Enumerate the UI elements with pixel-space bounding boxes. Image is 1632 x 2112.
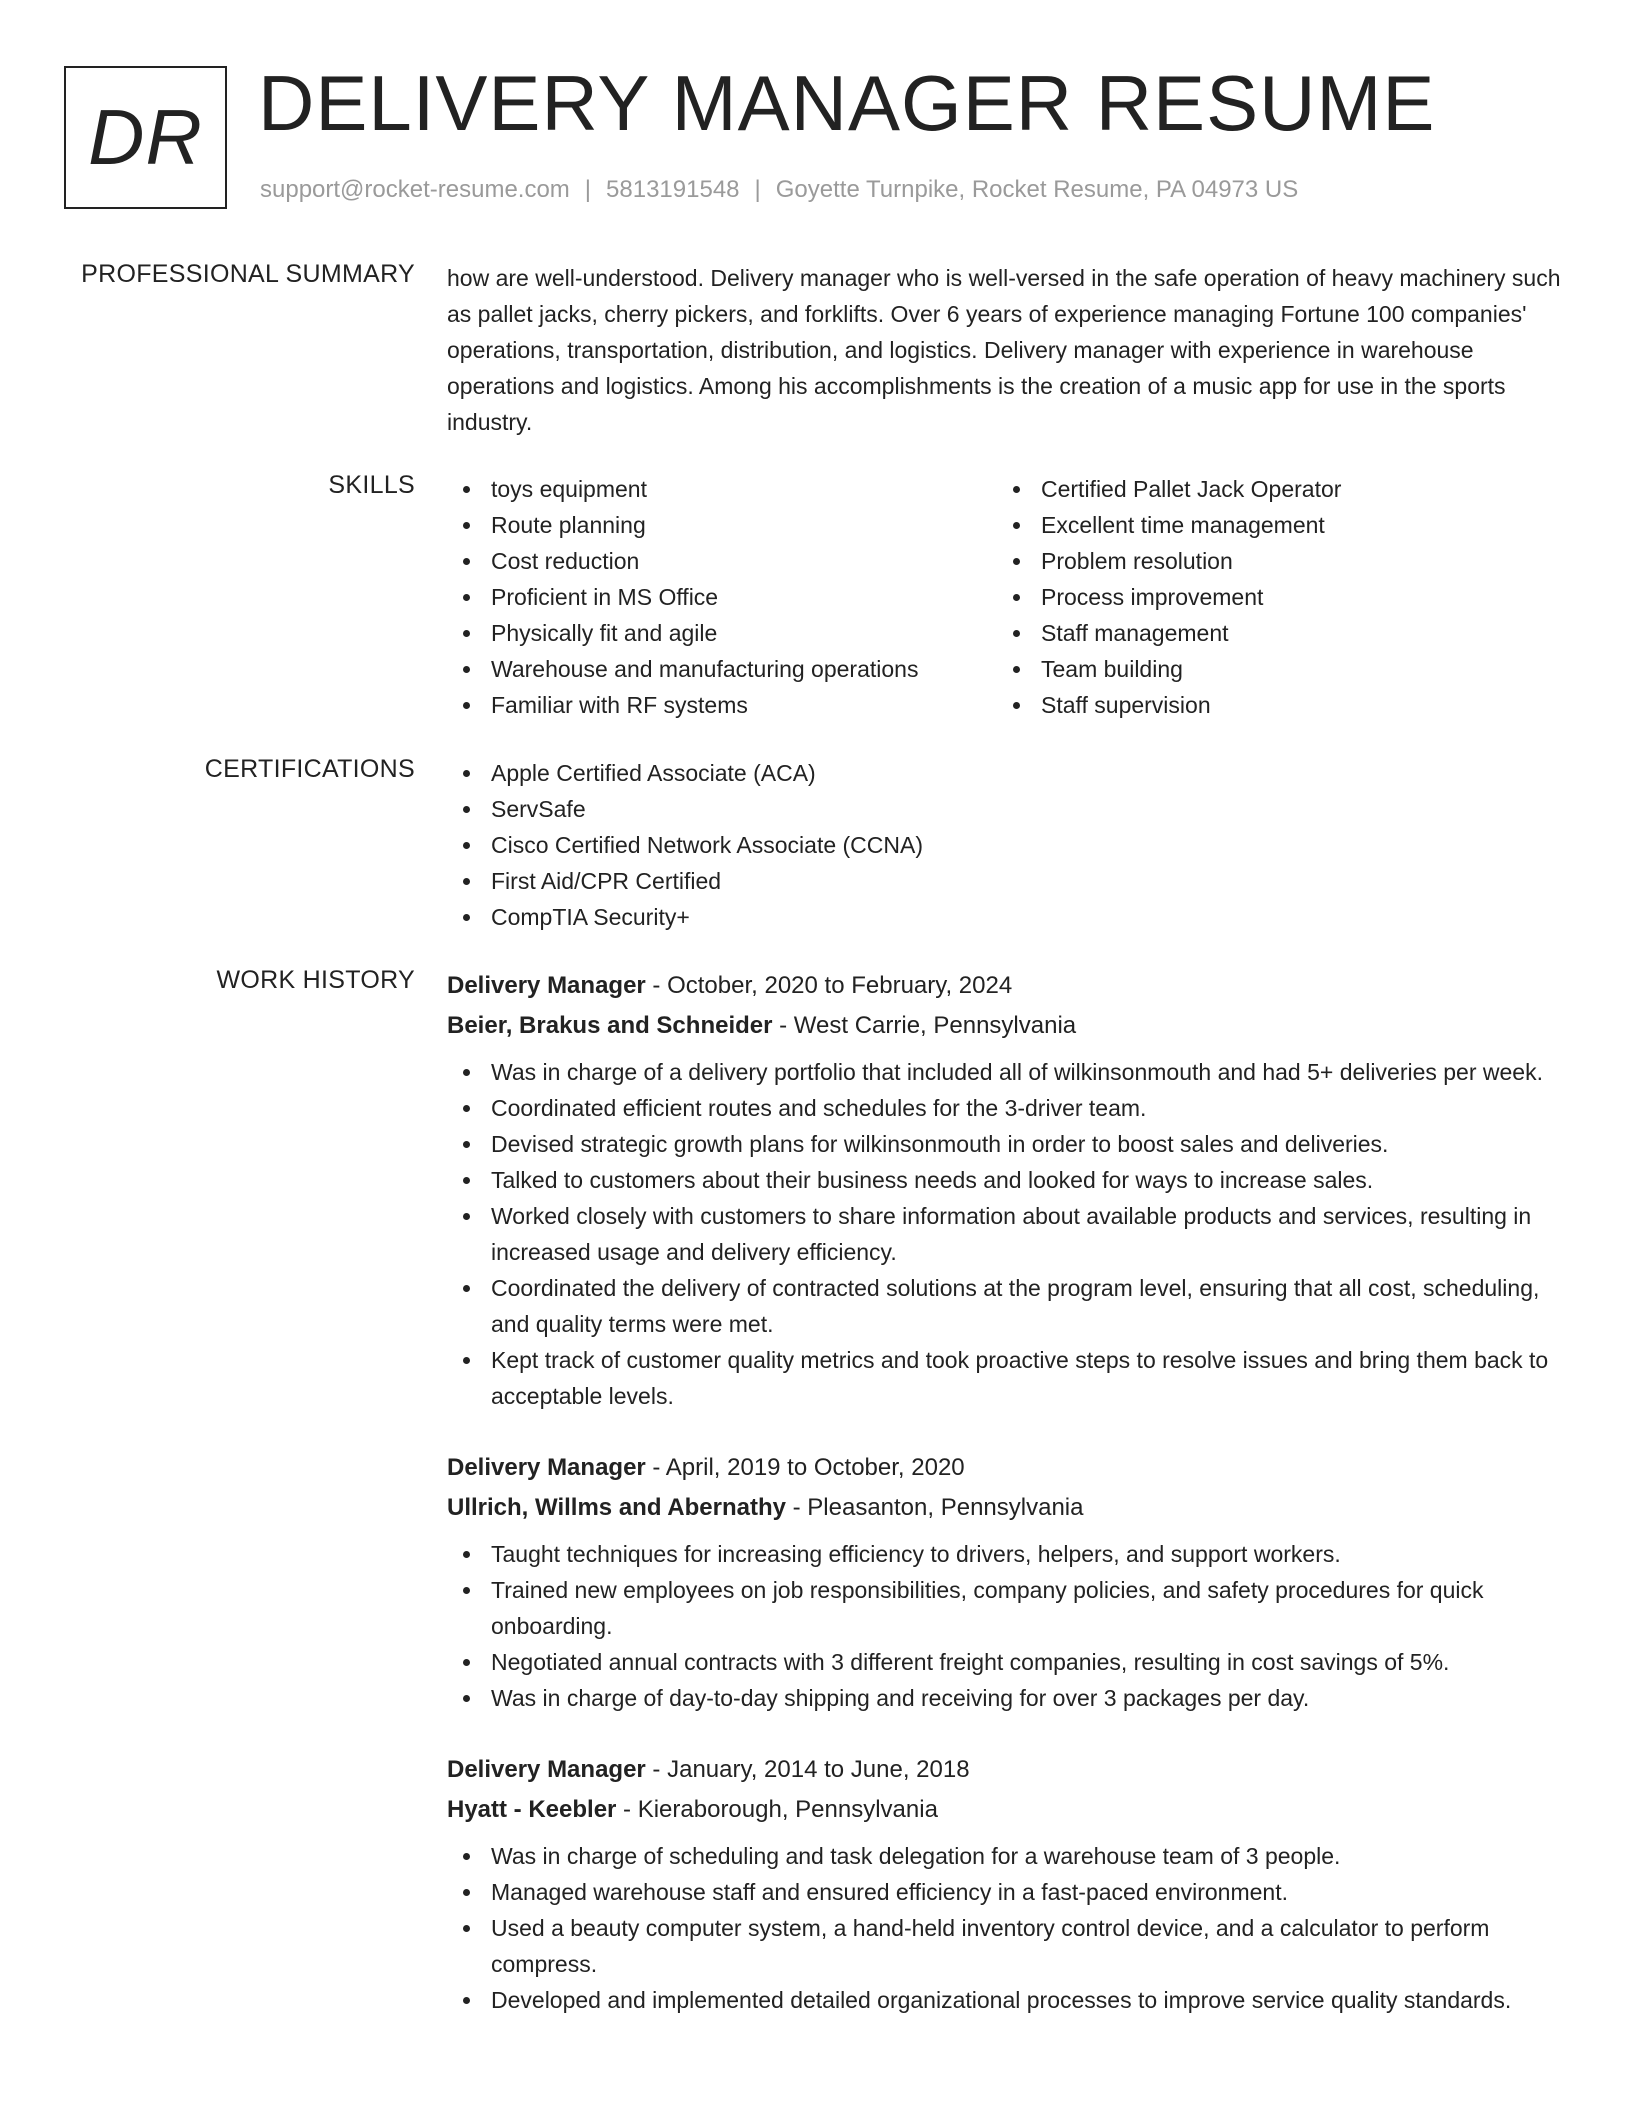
skill-item: Route planning [447, 507, 997, 543]
job-duty: Taught techniques for increasing efficiency to drivers, helpers, and support workers. [447, 1536, 1577, 1572]
section-label-skills: SKILLS [328, 471, 415, 499]
job-duties-list [447, 1838, 1577, 2018]
job-title: Delivery Manager [447, 1756, 646, 1783]
contact-separator: | [584, 176, 592, 203]
section-label-work-history: WORK HISTORY [216, 966, 415, 994]
job-entry [447, 1750, 1577, 2018]
job-duty: Was in charge of scheduling and task delegation for a warehouse team of 3 people. [447, 1838, 1577, 1874]
job-location: - Pleasanton, Pennsylvania [785, 1494, 1084, 1521]
skill-item: Problem resolution [997, 543, 1547, 579]
job-duty: Coordinated the delivery of contracted solutions at the program level, ensuring that all cost, scheduling, and quality terms were met. [447, 1270, 1577, 1342]
job-duty: Was in charge of day-to-day shipping and receiving for over 3 packages per day. [447, 1680, 1577, 1716]
work-history-body [447, 966, 1577, 2052]
section-label-summary: PROFESSIONAL SUMMARY [81, 260, 415, 288]
certifications-list [447, 755, 1577, 935]
job-title: Delivery Manager [447, 1454, 646, 1481]
job-entry [447, 1448, 1577, 1716]
resume-title: DELIVERY MANAGER RESUME [258, 59, 1436, 147]
job-company: Hyatt - Keebler [447, 1796, 617, 1823]
summary-text: how are well-understood. Delivery manager who is well-versed in the safe operation of heavy machinery such as pallet jacks, cherry pickers, and forklifts. Over 6 years of experience managing Fortune 100 companies' operations, transportation, distribution, and logistics. Delivery manager with experience in warehouse operations and logistics. Among his accomplishments is the creation of a music app for use in the sports industry. [447, 265, 1561, 435]
job-duty: Devised strategic growth plans for wilkinsonmouth in order to boost sales and deliveries. [447, 1126, 1577, 1162]
job-dates: - January, 2014 to June, 2018 [645, 1756, 970, 1783]
skill-item: Excellent time management [997, 507, 1547, 543]
job-duty: Kept track of customer quality metrics and took proactive steps to resolve issues and bring them back to acceptable levels. [447, 1342, 1577, 1414]
skill-item: Warehouse and manufacturing operations [447, 651, 997, 687]
job-dates: - April, 2019 to October, 2020 [645, 1454, 965, 1481]
skill-item: Staff management [997, 615, 1547, 651]
skill-item: toys equipment [447, 471, 997, 507]
certification-item: CompTIA Security+ [447, 899, 1577, 935]
skills-columns [447, 471, 1577, 723]
job-duty: Was in charge of a delivery portfolio that included all of wilkinsonmouth and had 5+ deliveries per week. [447, 1054, 1577, 1090]
contact-address: Goyette Turnpike, Rocket Resume, PA 04973 US [775, 176, 1299, 203]
certification-item: Apple Certified Associate (ACA) [447, 755, 1577, 791]
monogram-badge [64, 66, 227, 209]
certification-item: First Aid/CPR Certified [447, 863, 1577, 899]
job-duty: Worked closely with customers to share information about available products and services, resulting in increased usage and delivery efficiency. [447, 1198, 1577, 1270]
skill-item: Team building [997, 651, 1547, 687]
job-location: - Kieraborough, Pennsylvania [616, 1796, 938, 1823]
skill-item: Familiar with RF systems [447, 687, 997, 723]
certification-item: Cisco Certified Network Associate (CCNA) [447, 827, 1577, 863]
skill-item: Process improvement [997, 579, 1547, 615]
job-title-line [447, 1448, 1577, 1488]
skill-item: Cost reduction [447, 543, 997, 579]
job-duties-list [447, 1054, 1577, 1414]
job-company-line [447, 1006, 1577, 1046]
skills-list-left [447, 471, 997, 723]
job-duty: Developed and implemented detailed organizational processes to improve service quality standards. [447, 1982, 1577, 2018]
job-title-line [447, 1750, 1577, 1790]
job-duty: Talked to customers about their business needs and looked for ways to increase sales. [447, 1162, 1577, 1198]
contact-phone[interactable]: 5813191548 [606, 176, 740, 203]
job-duty: Negotiated annual contracts with 3 different freight companies, resulting in cost savings of 5%. [447, 1644, 1577, 1680]
job-duty: Managed warehouse staff and ensured efficiency in a fast-paced environment. [447, 1874, 1577, 1910]
contact-email[interactable]: support@rocket-resume.com [260, 176, 570, 203]
job-location: - West Carrie, Pennsylvania [772, 1012, 1077, 1039]
job-duties-list [447, 1536, 1577, 1716]
job-duty: Coordinated efficient routes and schedules for the 3-driver team. [447, 1090, 1577, 1126]
job-company-line [447, 1790, 1577, 1830]
job-entry [447, 966, 1577, 1414]
section-label-certifications: CERTIFICATIONS [204, 755, 415, 783]
job-duty: Trained new employees on job responsibilities, company policies, and safety procedures for quick onboarding. [447, 1572, 1577, 1644]
job-title-line [447, 966, 1577, 1006]
skill-item: Certified Pallet Jack Operator [997, 471, 1547, 507]
job-company: Ullrich, Willms and Abernathy [447, 1494, 786, 1521]
job-company: Beier, Brakus and Schneider [447, 1012, 773, 1039]
skill-item: Proficient in MS Office [447, 579, 997, 615]
job-duty: Used a beauty computer system, a hand-held inventory control device, and a calculator to perform compress. [447, 1910, 1577, 1982]
skill-item: Staff supervision [997, 687, 1547, 723]
contact-separator: | [754, 176, 761, 203]
job-company-line [447, 1488, 1577, 1528]
monogram-initials: DR [88, 93, 203, 181]
job-dates: - October, 2020 to February, 2024 [645, 972, 1013, 999]
certification-item: ServSafe [447, 791, 1577, 827]
skills-list-right [997, 471, 1547, 723]
job-title: Delivery Manager [447, 972, 646, 999]
contact-line [260, 176, 1298, 204]
skill-item: Physically fit and agile [447, 615, 997, 651]
certifications-body [447, 755, 1577, 935]
